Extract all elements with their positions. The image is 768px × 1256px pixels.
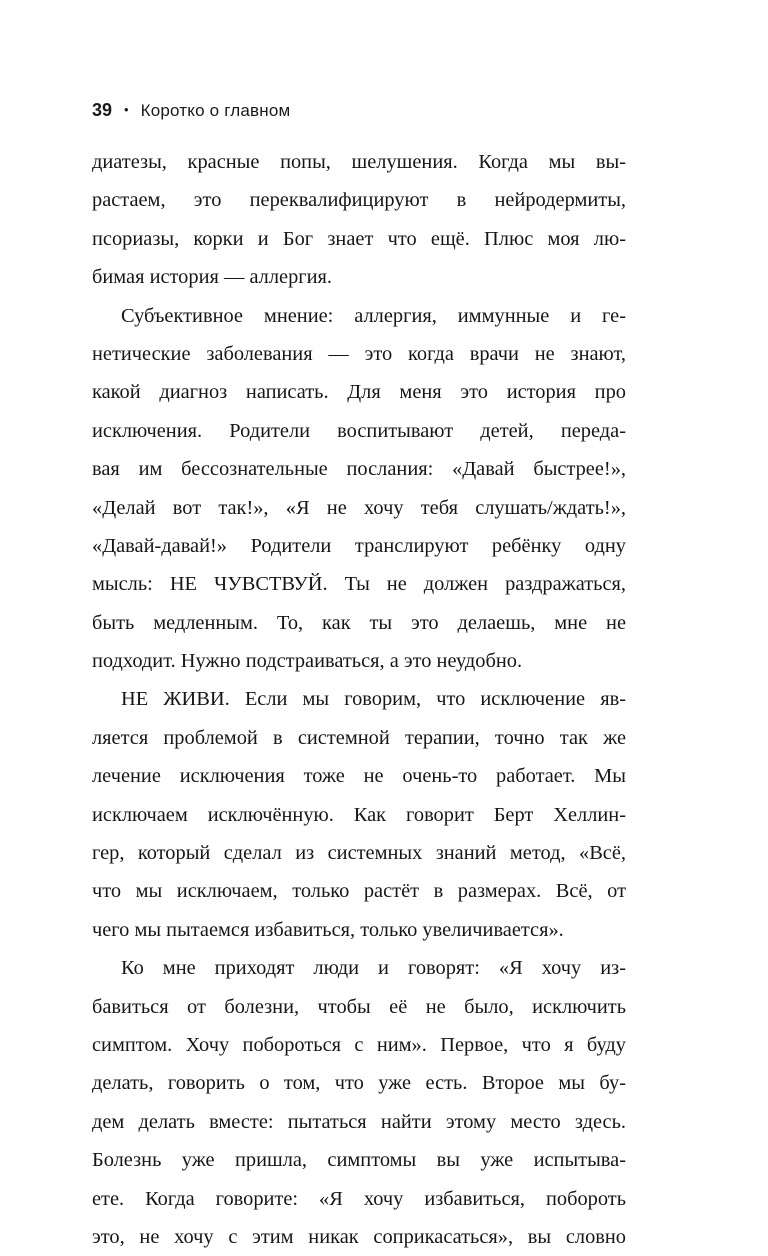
body-text <box>92 143 626 1256</box>
text-line: Ко мне приходят люди и говорят: «Я хочу из- <box>121 957 626 980</box>
text-line: чего мы пытаемся избавиться, только увеличивается». <box>92 918 564 941</box>
text-line: подходит. Нужно подстраиваться, а это неудобно. <box>92 650 523 673</box>
section-title: Коротко о главном <box>140 101 291 120</box>
text-line: симптом. Хочу побороться с ним». Первое, что я буду <box>92 1033 626 1056</box>
text-line: что мы исключаем, только растёт в размерах. Всё, от <box>92 880 626 903</box>
text-line: это, не хочу с этим никак соприкасаться», вы словно <box>92 1225 626 1248</box>
text-line: бавиться от болезни, чтобы её не было, исключить <box>92 995 626 1018</box>
text-line: нетические заболевания — это когда врачи не знают, <box>92 342 626 365</box>
text-line: гер, который сделал из системных знаний метод, «Всё, <box>92 842 626 865</box>
text-line: быть медленным. То, как ты это делаешь, мне не <box>92 611 626 634</box>
text-line: псориазы, корки и Бог знает что ещё. Плюс моя лю- <box>92 227 626 250</box>
bullet-separator: • <box>124 102 129 117</box>
text-line: ете. Когда говорите: «Я хочу избавиться, побороть <box>92 1187 626 1210</box>
text-line: вая им бессознательные послания: «Давай быстрее!», <box>92 458 626 481</box>
text-line: диатезы, красные попы, шелушения. Когда мы вы- <box>92 151 626 173</box>
text-line: ляется проблемой в системной терапии, точно так же <box>92 726 626 749</box>
page-number: 39 <box>92 100 113 120</box>
text-line: НЕ ЖИВИ. Если мы говорим, что исключение яв- <box>121 688 626 711</box>
running-head <box>92 97 290 123</box>
text-line: Субъективное мнение: аллергия, иммунные и ге- <box>121 304 626 327</box>
text-line: исключения. Родители воспитывают детей, переда- <box>92 419 626 442</box>
text-line: исключаем исключённую. Как говорит Берт Хеллин- <box>92 803 626 826</box>
text-line: бимая история — аллергия. <box>92 266 333 289</box>
text-line: лечение исключения тоже не очень-то работает. Мы <box>92 765 626 788</box>
text-line: Болезнь уже пришла, симптомы вы уже испытыва- <box>92 1149 626 1172</box>
text-line: дем делать вместе: пытаться найти этому место здесь. <box>92 1110 626 1133</box>
text-line: какой диагноз написать. Для меня это история про <box>92 381 626 404</box>
text-line: «Давай-давай!» Родители транслируют ребёнку одну <box>92 534 626 557</box>
text-line: растаем, это переквалифицируют в нейродермиты, <box>92 189 626 212</box>
text-line: делать, говорить о том, что уже есть. Второе мы бу- <box>92 1072 626 1095</box>
text-line: мысль: НЕ ЧУВСТВУЙ. Ты не должен раздражаться, <box>92 573 626 596</box>
text-line: «Делай вот так!», «Я не хочу тебя слушать/ждать!», <box>92 496 626 519</box>
